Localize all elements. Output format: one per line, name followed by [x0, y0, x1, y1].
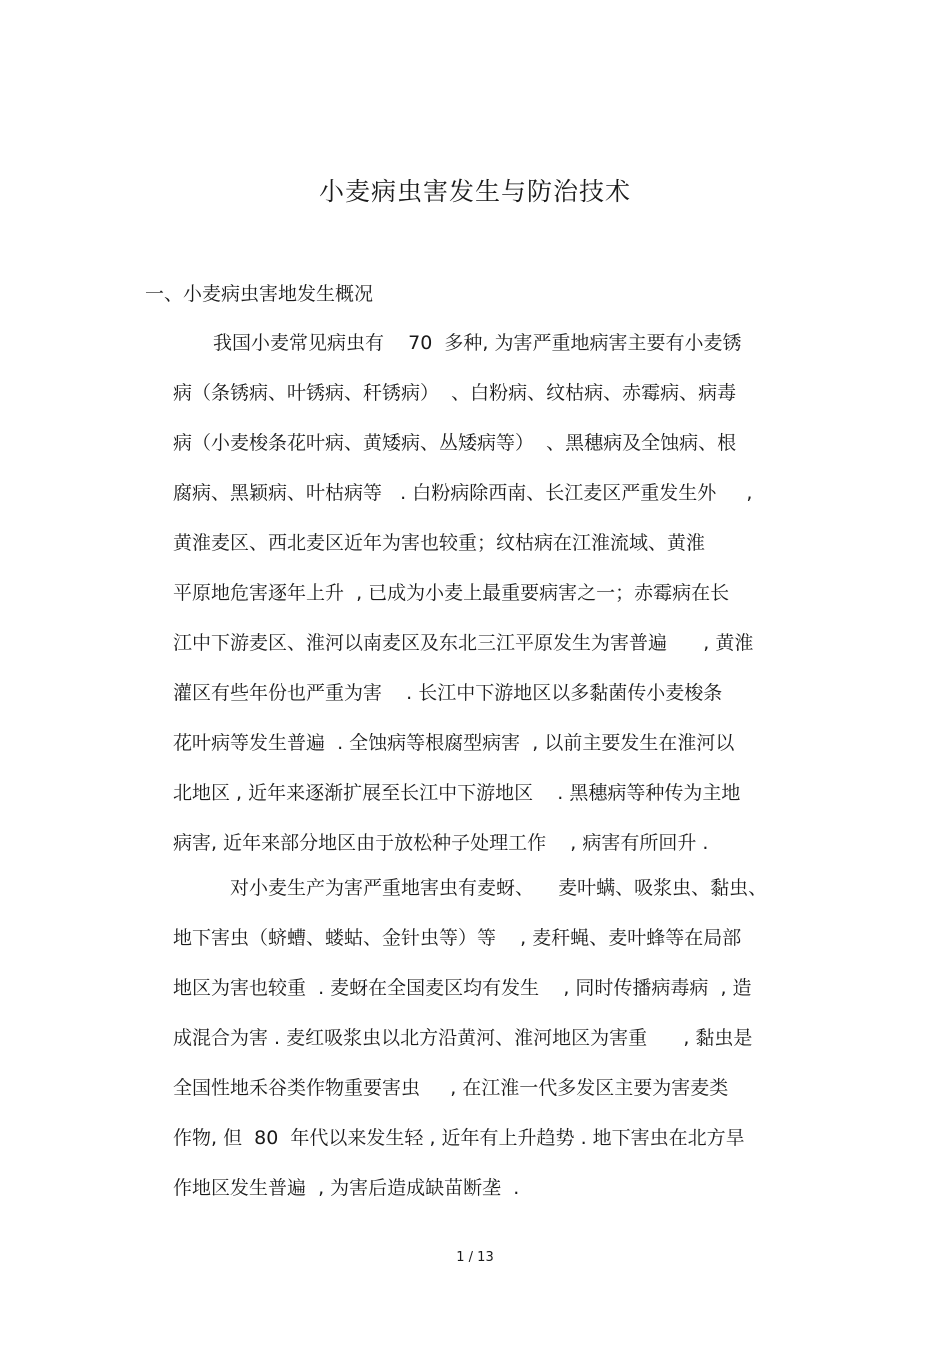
text-line: 地区为害也较重 . 麦蚜在全国麦区均有发生 , 同时传播病毒病 , 造 — [173, 977, 752, 999]
text-line: 黄淮麦区、西北麦区近年为害也较重；纹枯病在江淮流域、黄淮 — [173, 532, 706, 554]
text-line: 花叶病等发生普遍 . 全蚀病等根腐型病害 , 以前主要发生在淮河以 — [173, 732, 735, 754]
document-title: 小麦病虫害发生与防治技术 — [318, 177, 631, 206]
text-line: 灌区有些年份也严重为害 . 长江中下游地区以多黏菌传小麦梭条 — [173, 682, 723, 704]
text-line: 病（小麦梭条花叶病、黄矮病、丛矮病等） 、黑穗病及全蚀病、根 — [173, 432, 737, 454]
text-line: 地下害虫（蛴螬、蝼蛄、金针虫等）等 , 麦秆蝇、麦叶蜂等在局部 — [173, 927, 742, 949]
text-line: 病（条锈病、叶锈病、秆锈病） 、白粉病、纹枯病、赤霉病、病毒 — [173, 382, 737, 404]
text-line: 成混合为害 . 麦红吸浆虫以北方沿黄河、淮河地区为害重 , 黏虫是 — [173, 1027, 753, 1049]
text-line: 腐病、黑颖病、叶枯病等 . 白粉病除西南、长江麦区严重发生外 , — [173, 482, 753, 504]
page-number: 1 / 13 — [456, 1250, 494, 1265]
text-line: 全国性地禾谷类作物重要害虫 , 在江淮一代多发区主要为害麦类 — [173, 1077, 729, 1099]
text-line: 北地区 , 近年来逐渐扩展至长江中下游地区 . 黑穗病等种传为主地 — [173, 782, 741, 804]
text-line: 江中下游麦区、淮河以南麦区及东北三江平原发生为害普遍 , 黄淮 — [173, 632, 754, 654]
text-line: 我国小麦常见病虫有 70 多种, 为害严重地病害主要有小麦锈 — [213, 332, 742, 354]
text-line: 作物, 但 80 年代以来发生轻 , 近年有上升趋势 . 地下害虫在北方旱 — [173, 1127, 745, 1149]
text-line: 作地区发生普遍 , 为害后造成缺苗断垄 . — [173, 1177, 520, 1199]
text-line: 对小麦生产为害严重地害虫有麦蚜、 麦叶螨、吸浆虫、黏虫、 — [230, 877, 768, 899]
text-line: 病害, 近年来部分地区由于放松种子处理工作 , 病害有所回升 . — [173, 832, 709, 854]
text-line: 平原地危害逐年上升 , 已成为小麦上最重要病害之一；赤霉病在长 — [173, 582, 730, 604]
section-heading: 一、小麦病虫害地发生概况 — [145, 283, 374, 305]
